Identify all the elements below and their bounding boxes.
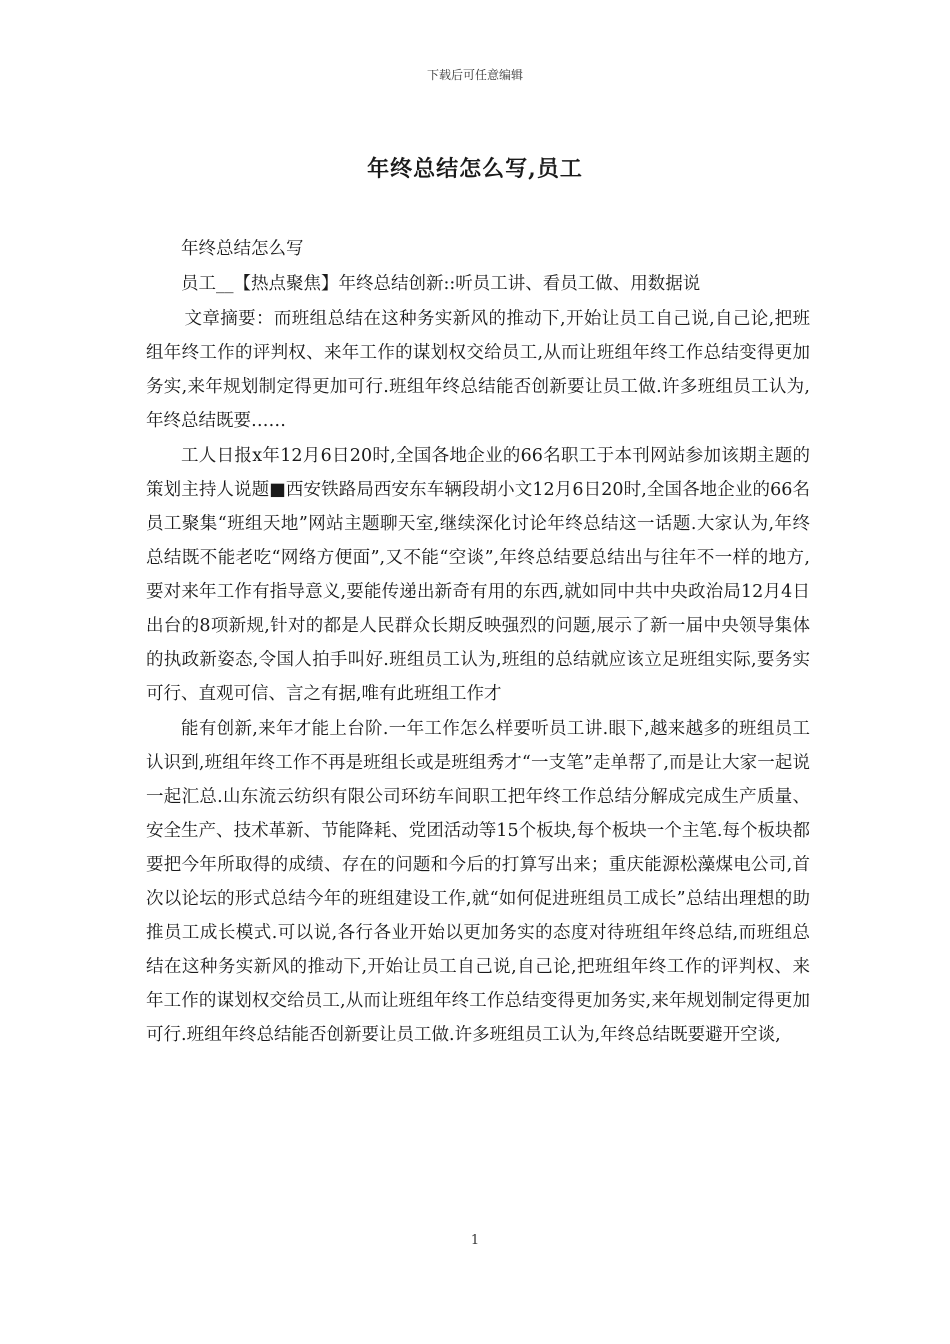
paragraph-body-1: 工人日报x年12月6日20时,全国各地企业的66名职工于本刊网站参加该期主题的策划主持人说题■西安铁路局西安东车辆段胡小文12月6日20时,全国各地企业的66名员工聚集“班组天地”网站主题聊天室,继续深化讨论年终总结这一话题.大家认为,年终总结既不能老吃“网络方便面”,又不能“空谈”,年终总结要总结出与往年不一样的地方,要对来年工作有指导意义,要能传递出新奇有用的东西,就如同中共中央政治局12月4日出台的8项新规,针对的都是人民群众长期反映强烈的问题,展示了新一届中央领导集体的执政新姿态,令国人拍手叫好.班组员工认为,班组的总结就应该立足班组实际,要务实可行、直观可信、言之有据,唯有此班组工作才 [146,446,810,704]
document-title: 年终总结怎么写,员工 [367,156,583,182]
paragraph-body-2: 能有创新,来年才能上台阶.一年工作怎么样要听员工讲.眼下,越来越多的班组员工认识到,班组年终工作不再是班组长或是班组秀才“一支笔”走单帮了,而是让大家一起说一起汇总.山东流云纺织有限公司环纺车间职工把年终工作总结分解成完成生产质量、安全生产、技术革新、节能降耗、党团活动等15个板块,每个板块一个主笔.每个板块都要把今年所取得的成绩、存在的问题和今后的打算写出来；重庆能源松藻煤电公司,首次以论坛的形式总结今年的班组建设工作,就“如何促进班组员工成长”总结出理想的助推员工成长模式.可以说,各行各业开始以更加务实的态度对待班组年终总结,而班组总结在这种务实新风的推动下,开始让员工自己说,自己论,把班组年终工作的评判权、来年工作的谋划权交给员工,从而让班组年终工作总结变得更加务实,来年规划制定得更加可行.班组年终总结能否创新要让员工做.许多班组员工认为,年终总结既要避开空谈, [146,719,810,1045]
paragraph-abstract: 文章摘要：而班组总结在这种务实新风的推动下,开始让员工自己说,自己论,把班组年终工作的评判权、来年工作的谋划权交给员工,从而让班组年终工作总结变得更加务实,来年规划制定得更加可行.班组年终总结能否创新要让员工做.许多班组员工认为,年终总结既要…… [146,309,810,431]
paragraph-headline: 员工__【热点聚焦】年终总结创新::听员工讲、看员工做、用数据说 [181,274,701,294]
page-header-note: 下载后可任意编辑 [426,68,523,82]
document-body [146,232,810,1053]
paragraph-subtitle: 年终总结怎么写 [181,239,304,259]
page-number: 1 [470,1233,480,1248]
